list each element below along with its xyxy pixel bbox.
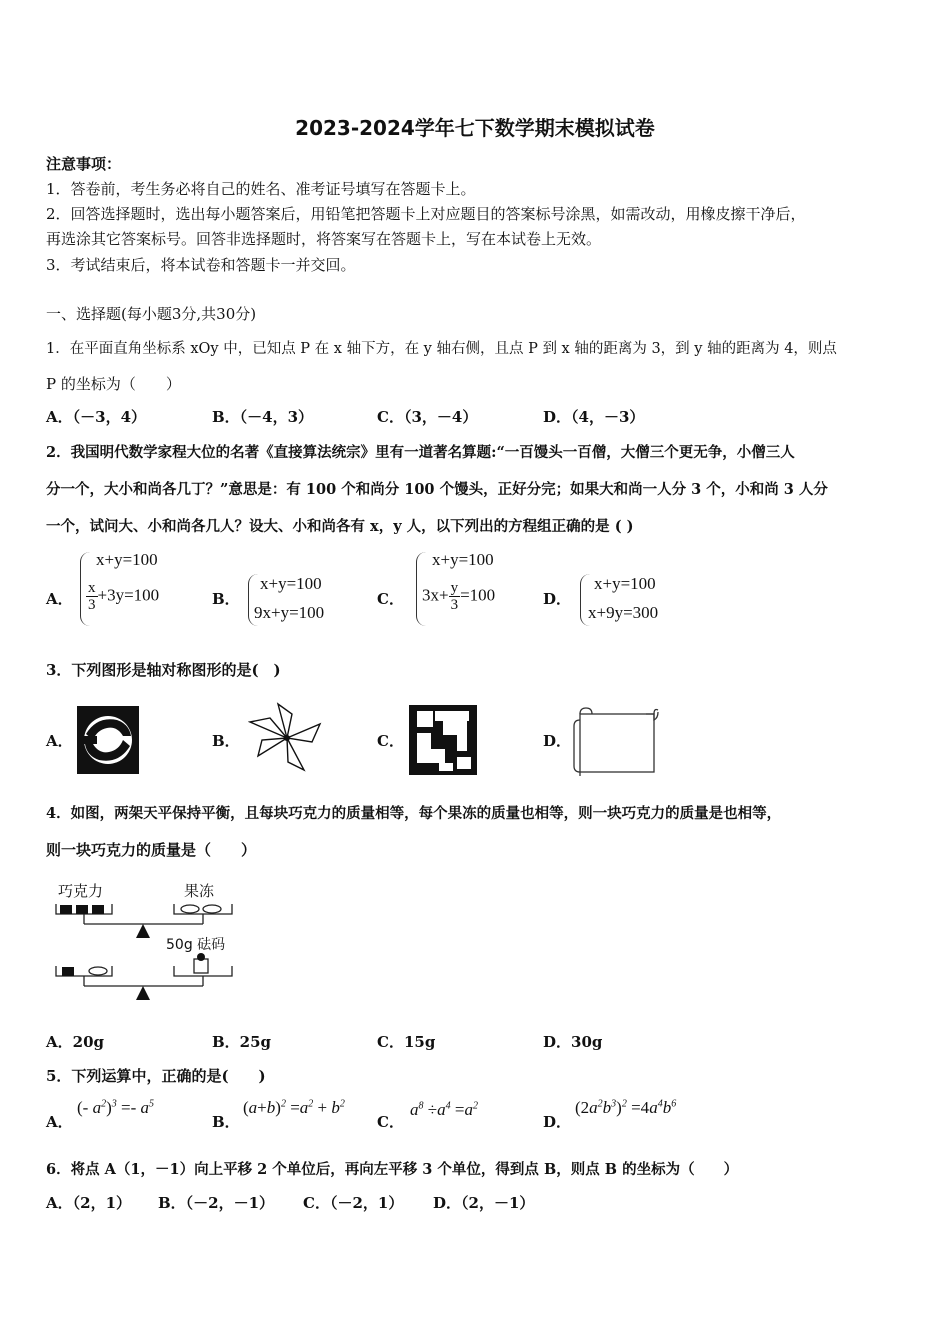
q5-option-a-label[interactable]: A． [46, 1113, 73, 1131]
q2-option-c-label[interactable]: C． [377, 590, 404, 608]
q3-figure-c [409, 705, 477, 775]
q5-option-b-expr: $(a+b)^2 =a^2 + b^2$ [243, 1098, 345, 1117]
q6-option-d[interactable]: D．（2，－1） [433, 1194, 535, 1212]
q2-stem-1: 2．我国明代数学家程大位的名著《直接算法统宗》里有一道著名算题:“一百馒头一百僧，大僧三个更无争，小僧三人 [46, 444, 795, 461]
q4-option-b[interactable]: B．25g [212, 1033, 272, 1051]
q3-figure-d [572, 706, 660, 778]
q2-option-c-frac: $\frac{y}{3}$ [450, 580, 459, 613]
q3-option-a-label[interactable]: A． [46, 732, 73, 750]
q6-option-a[interactable]: A．（2，1） [46, 1194, 132, 1212]
q2-option-b-eq1: x+y=100 [260, 574, 322, 593]
q5-option-c-label[interactable]: C． [377, 1113, 404, 1131]
q2-option-a-frac: $\frac{x}{3}$ [88, 580, 96, 613]
q4-stem-2: 则一块巧克力的质量是（ ） [46, 841, 257, 859]
q4-figure-jelly-label: 果冻 [184, 882, 215, 900]
q5-option-d-expr: $(2a^2b^3)^2 =4a^4b^6$ [575, 1098, 677, 1117]
notice-item-3: 3．考试结束后，将本试卷和答题卡一并交回。 [46, 256, 356, 274]
q4-option-c[interactable]: C．15g [377, 1033, 436, 1051]
q4-figure-chocolate-label: 巧克力 [58, 882, 104, 900]
q5-option-a-expr: (- $a^2)^3 =- a^5$ [77, 1098, 154, 1117]
q3-option-b-label[interactable]: B． [212, 732, 240, 750]
q1-stem-1: 1．在平面直角坐标系 xOy 中，已知点 P 在 x 轴下方，在 y 轴右侧，且点 P 到 x 轴的距离为 3，到 y 轴的距离为 4，则点 [46, 341, 837, 357]
q3-stem: 3．下列图形是轴对称图形的是( ) [46, 661, 281, 679]
q5-stem: 5．下列运算中，正确的是( ) [46, 1067, 266, 1085]
q2-stem-2: 分一个，大小和尚各几丁？”意思是：有 100 个和尚分 100 个馒头，正好分完；如果大和尚一人分 3 个，小和尚 3 人分 [46, 481, 828, 498]
notice-item-1: 1．答卷前，考生务必将自己的姓名、准考证号填写在答题卡上。 [46, 180, 476, 198]
q3-figure-b [248, 700, 328, 776]
q1-option-d[interactable]: D．（4，－3） [543, 408, 645, 426]
q3-option-d-label[interactable]: D． [543, 732, 572, 750]
q2-option-d-eq2: x+9y=300 [588, 603, 659, 622]
q6-option-b[interactable]: B．（－2，－1） [158, 1194, 275, 1212]
q2-stem-3: 一个，试问大、小和尚各几人？设大、小和尚各有 x，y 人，以下列出的方程组正确的是 ( ) [46, 518, 634, 535]
q1-option-a[interactable]: A．（－3，4） [46, 408, 147, 426]
q2-option-d-eq1: x+y=100 [594, 574, 656, 593]
q3-option-c-label[interactable]: C． [377, 732, 404, 750]
notice-item-2a: 2．回答选择题时，选出每小题答案后，用铅笔把答题卡上对应题目的答案标号涂黑，如需改动，用橡皮擦干净后， [46, 205, 806, 223]
section-heading: 一、选择题(每小题3分,共30分) [46, 305, 257, 323]
page-title: 2023-2024学年七下数学期末模拟试卷 [295, 116, 655, 140]
q1-option-b[interactable]: B．（－4，3） [212, 408, 314, 426]
q4-option-d[interactable]: D．30g [543, 1033, 603, 1051]
q2-option-a-eq2: $\frac{x}{3}$ +3y=100 [88, 580, 160, 613]
q2-option-b-label[interactable]: B． [212, 590, 240, 608]
q6-stem: 6．将点 A（1，－1）向上平移 2 个单位后，再向左平移 3 个单位，得到点 B，则点 B 的坐标为（ ） [46, 1161, 739, 1178]
q5-option-c-expr: $a^8 \div a^4 =a^2$ [410, 1100, 478, 1119]
q2-option-c-eq2: 3x+ $\frac{y}{3}$ =100 [422, 580, 496, 613]
q2-option-a-eq1: x+y=100 [96, 550, 158, 569]
q4-stem-1: 4．如图，两架天平保持平衡，且每块巧克力的质量相等，每个果冻的质量也相等，则一块巧克力的质量是也相等， [46, 805, 782, 822]
q6-option-c[interactable]: C．（－2，1） [303, 1194, 404, 1212]
q4-figure-weight-label: 50g 砝码 [166, 937, 226, 953]
q2-option-a-label[interactable]: A． [46, 590, 73, 608]
q4-figure-balances [50, 896, 240, 1006]
q5-option-d-label[interactable]: D． [543, 1113, 572, 1131]
q2-option-b-eq2: 9x+y=100 [254, 603, 325, 622]
q2-option-c-eq1: x+y=100 [432, 550, 494, 569]
q1-stem-2: P 的坐标为（ ） [46, 375, 181, 393]
q4-option-a[interactable]: A．20g [46, 1033, 105, 1051]
notice-item-2b: 再选涂其它答案标号。回答非选择题时，将答案写在答题卡上，写在本试卷上无效。 [46, 230, 602, 248]
q3-figure-a [77, 706, 139, 774]
notice-heading: 注意事项： [46, 155, 122, 173]
q2-option-d-label[interactable]: D． [543, 590, 572, 608]
q1-option-c[interactable]: C．（3，－4） [377, 408, 478, 426]
q5-option-b-label[interactable]: B． [212, 1113, 240, 1131]
